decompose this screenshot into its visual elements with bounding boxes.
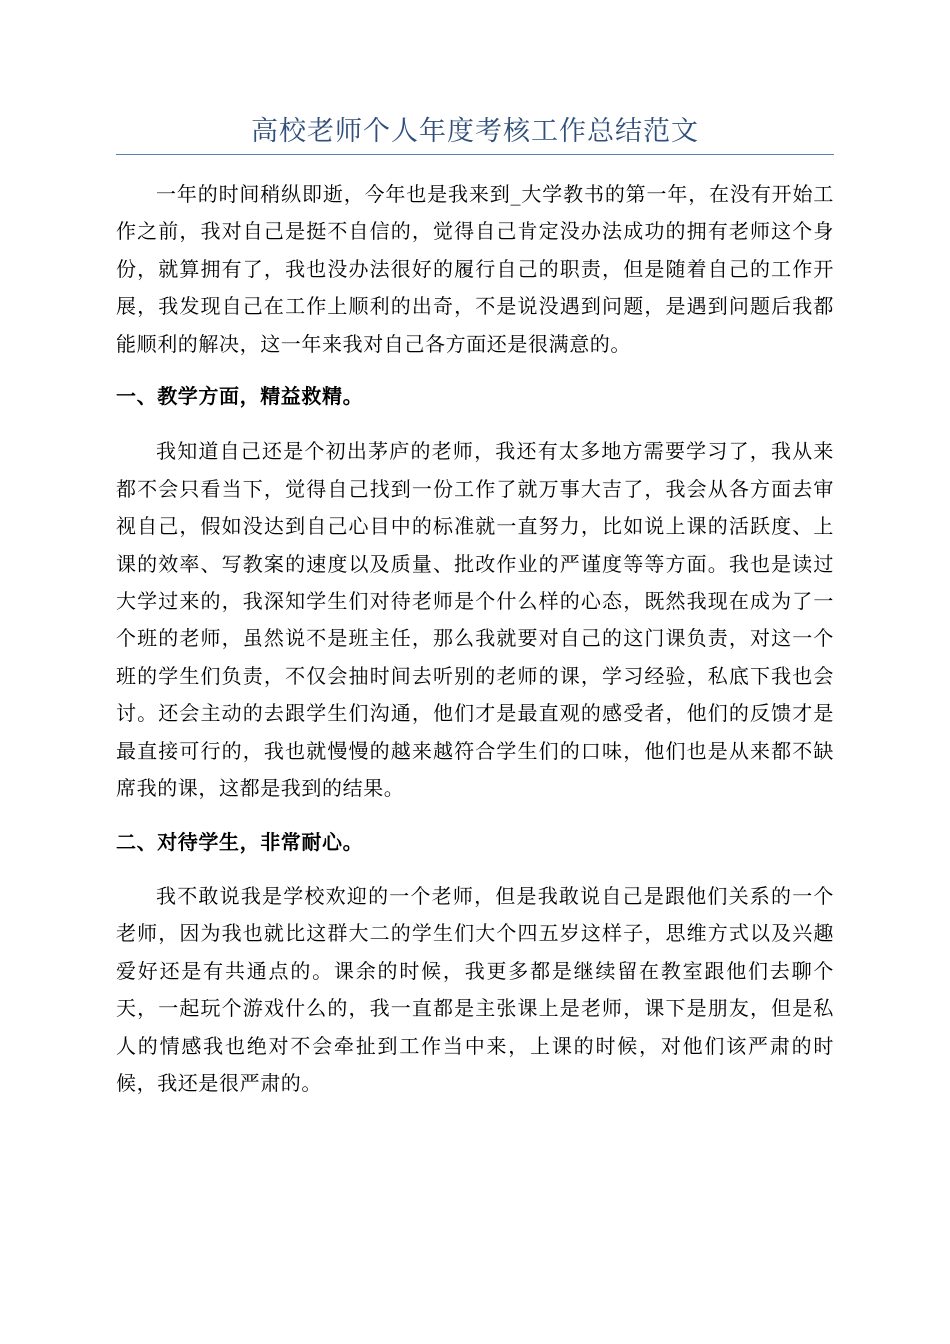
section-body-teaching: 我知道自己还是个初出茅庐的老师，我还有太多地方需要学习了，我从来都不会只看当下，觉得自己找到一份工作了就万事大吉了，我会从各方面去审视自己，假如没达到自己心目中的标准就一直努力，比如说上课的活跃度、上课的效率、写教案的速度以及质量、批改作业的严谨度等等方面。我也是读过大学过来的，我深知学生们对待老师是个什么样的心态，既然我现在成为了一个班的老师，虽然说不是班主任，那么我就要对自己的这门课负责，对这一个班的学生们负责，不仅会抽时间去听别的老师的课，学习经验，私底下我也会讨。还会主动的去跟学生们沟通，他们才是最直观的感受者，他们的反馈才是最直接可行的，我也就慢慢的越来越符合学生们的口味，他们也是从来都不缺席我的课，这都是我到的结果。 [116, 439, 834, 801]
document-page [116, 0, 834, 1102]
intro-paragraph: 一年的时间稍纵即逝，今年也是我来到_大学教书的第一年，在没有开始工作之前，我对自己是挺不自信的，觉得自己肯定没办法成功的拥有老师这个身份，就算拥有了，我也没办法很好的履行自己的职责，但是随着自己的工作开展，我发现自己在工作上顺利的出奇，不是说没遇到问题，是遇到问题后我都能顺利的解决，这一年来我对自己各方面还是很满意的。 [116, 182, 834, 356]
section-heading-students: 二、对待学生，非常耐心。 [116, 829, 364, 854]
section-heading-teaching: 一、教学方面，精益救精。 [116, 384, 364, 409]
title-underline [116, 154, 834, 155]
document-title: 高校老师个人年度考核工作总结范文 [251, 116, 699, 147]
section-body-students: 我不敢说我是学校欢迎的一个老师，但是我敢说自己是跟他们关系的一个老师，因为我也就比这群大二的学生们大个四五岁这样子，思维方式以及兴趣爱好还是有共通点的。课余的时候，我更多都是继续留在教室跟他们去聊个天，一起玩个游戏什么的，我一直都是主张课上是老师，课下是朋友，但是私人的情感我也绝对不会牵扯到工作当中来，上课的时候，对他们该严肃的时候，我还是很严肃的。 [116, 883, 834, 1095]
